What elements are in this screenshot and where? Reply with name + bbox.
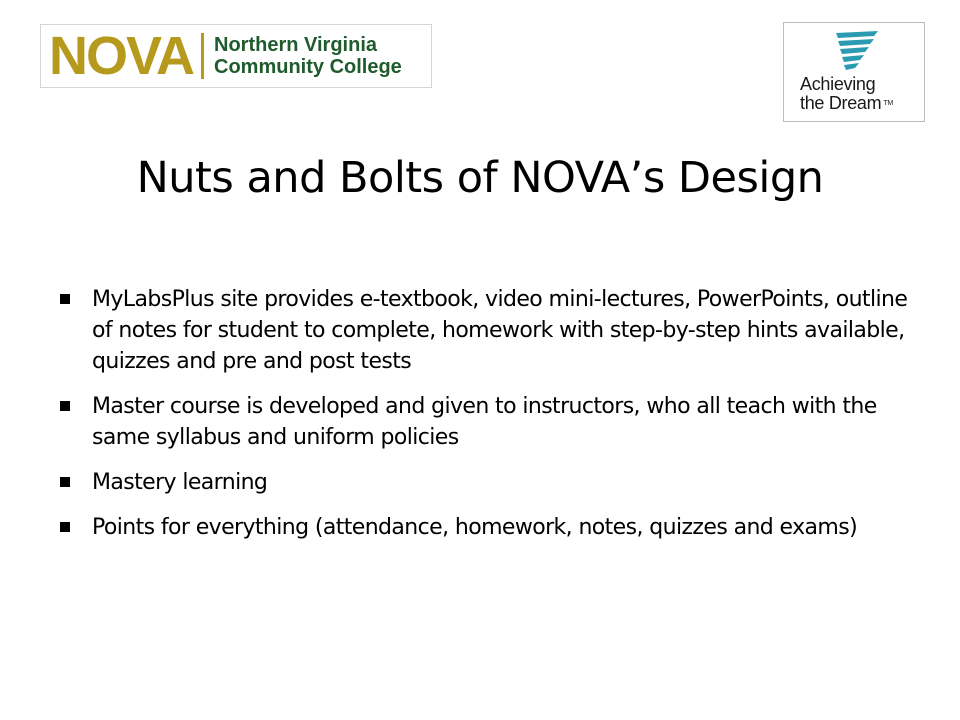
bullet-item bbox=[58, 391, 908, 453]
bullet-text: Points for everything (attendance, homework, notes, quizzes and exams) bbox=[92, 515, 858, 540]
atd-trademark: TM bbox=[883, 100, 893, 107]
achieving-the-dream-logo bbox=[783, 22, 925, 122]
nova-college-line2: Community College bbox=[214, 56, 402, 78]
bullet-text: Mastery learning bbox=[92, 470, 268, 495]
atd-line1: Achieving bbox=[800, 74, 876, 94]
square-bullet-icon bbox=[60, 522, 70, 532]
square-bullet-icon bbox=[60, 294, 70, 304]
nova-college-line1: Northern Virginia bbox=[214, 34, 378, 56]
nova-wordmark: NOVA bbox=[49, 26, 194, 86]
bullet-item bbox=[58, 467, 908, 498]
square-bullet-icon bbox=[60, 477, 70, 487]
slide-title: Nuts and Bolts of NOVA’s Design bbox=[136, 153, 824, 203]
bullet-item bbox=[58, 284, 908, 377]
atd-line2-wrap bbox=[800, 94, 893, 113]
square-bullet-icon bbox=[60, 401, 70, 411]
bullet-item bbox=[58, 512, 908, 543]
atd-line2: the Dream bbox=[800, 93, 882, 113]
nova-logo bbox=[40, 24, 432, 88]
bullet-text: Master course is developed and given to instructors, who all teach with the same syllabus and uniform policies bbox=[92, 394, 877, 450]
nova-college-name bbox=[214, 34, 402, 78]
bullet-text: MyLabsPlus site provides e-textbook, video mini-lectures, PowerPoints, outline of notes for student to complete, homework with step-by-step hints available, quizzes and pre and post tests bbox=[92, 287, 908, 374]
nova-divider bbox=[201, 33, 204, 79]
bullet-list bbox=[58, 284, 908, 557]
atd-wordmark bbox=[800, 75, 893, 113]
atd-wing-icon bbox=[834, 31, 880, 73]
